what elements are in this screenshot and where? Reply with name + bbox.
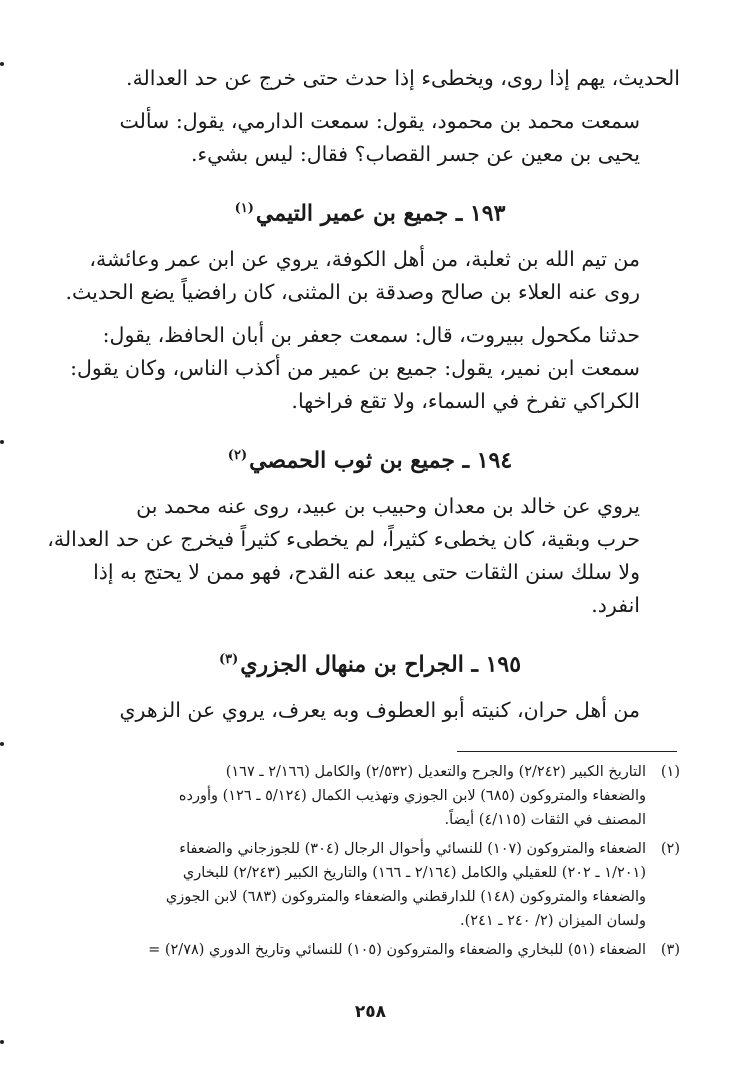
text-line: يحيى بن معين عن جسر القصاب؟ فقال: ليس بشيء.	[191, 142, 640, 166]
text-line: انفرد.	[591, 593, 640, 617]
page-number: ٢٥٨	[354, 1002, 387, 1022]
text-line: الحديث، يهم إذا روى، ويخطىء إذا حدث حتى خرج عن حد العدالة.	[126, 66, 680, 90]
margin-mark-4	[0, 1040, 4, 1044]
margin-mark-3	[0, 742, 4, 746]
footnote-line: الضعفاء والمتروكون (١٠٧) للنسائي وأحوال الرجال (٣٠٤) للجوزجاني والضعفاء	[179, 841, 646, 857]
footnote-line: ولسان الميزان (٢/ ٢٤٠ ـ ٢٤١).	[460, 913, 646, 929]
footnote-line: والضعفاء والمتروكون (٦٨٥) لابن الجوزي وتهذيب الكمال (٥/١٢٤ ـ ١٢٦) وأورده	[178, 788, 646, 804]
intro-paragraph-2	[60, 105, 680, 171]
entry-heading-195	[60, 640, 680, 680]
footnote-3	[75, 938, 680, 962]
text-line: سمعت محمد بن محمود، يقول: سمعت الدارمي، يقول: سألت	[119, 109, 640, 133]
entry-194-paragraph-1	[47, 490, 680, 622]
footnote-line: (١/٢٠١ ـ ٢٠٢) للعقيلي والكامل (٢/١٦٤ ـ ١٦٦) والتاريخ الكبير (٢/٢٤٣) للبخاري	[182, 865, 646, 881]
text-line: حدثنا مكحول ببيروت، قال: سمعت جعفر بن أبان الحافظ، يقول:	[102, 323, 640, 347]
page-body	[47, 62, 680, 727]
footnote-number: (٣)	[660, 942, 680, 958]
footnote-1	[75, 760, 680, 832]
footnote-ref: (١)	[234, 201, 254, 216]
text-line: ولا سلك سنن الثقات حتى يبعد عنه القدح، فهو ممن لا يحتج به إذا	[93, 560, 640, 584]
text-line: يروي عن خالد بن معدان وحبيب بن عبيد، روى عنه محمد بن	[136, 494, 640, 518]
margin-mark-2	[0, 440, 4, 444]
entry-heading-193	[60, 189, 680, 229]
entry-title: ١٩٥ ـ الجراح بن منهال الجزري	[240, 651, 522, 678]
entry-193-paragraph-1	[60, 243, 680, 309]
text-line: الكراكي تفرخ في السماء، ولا تقع فراخها.	[291, 389, 640, 413]
footnote-line: التاريخ الكبير (٢/٢٤٢) والجرح والتعديل (٢/٥٣٢) والكامل (٢/١٦٦ ـ ١٦٧)	[225, 764, 646, 780]
margin-mark-1	[0, 62, 4, 66]
entry-title: ١٩٣ ـ جميع بن عمير التيمي	[255, 200, 506, 227]
footnote-text	[75, 760, 646, 832]
entry-193-paragraph-2	[60, 319, 680, 418]
footnote-line: والضعفاء والمتروكون (١٤٨) للدارقطني والضعفاء والمتروكون (٦٨٣) لابن الجوزي	[165, 889, 646, 905]
footnote-2	[75, 837, 680, 933]
footnote-line: الضعفاء (٥١) للبخاري والضعفاء والمتروكون (١٠٥) للنسائي وتاريخ الدوري (٢/٧٨) =	[148, 942, 646, 958]
text-line: من تيم الله بن ثعلبة، من أهل الكوفة، يروي عن ابن عمر وعائشة،	[89, 247, 640, 271]
entry-title: ١٩٤ ـ جميع بن ثوب الحمصي	[249, 447, 513, 474]
text-line: روى عنه العلاء بن صالح وصدقة بن المثنى، كان رافضياً يضع الحديث.	[65, 280, 640, 304]
footnote-number: (٢)	[660, 841, 680, 857]
footnote-line: المصنف في الثقات (٤/١١٥) أيضاً.	[444, 812, 646, 828]
entry-195-paragraph-1	[60, 694, 680, 727]
footnote-text	[75, 938, 646, 962]
footnote-text	[75, 837, 646, 933]
footnote-ref: (٣)	[218, 652, 239, 667]
text-line: حرب وبقية، كان يخطىء كثيراً، لم يخطىء كثيراً فيخرج عن حد العدالة،	[47, 527, 640, 551]
intro-paragraph-1	[60, 62, 680, 95]
footnote-ref: (٢)	[227, 448, 248, 463]
footnotes	[75, 760, 680, 967]
footnote-separator	[457, 751, 677, 752]
footnote-number: (١)	[660, 764, 680, 780]
entry-heading-194	[60, 436, 680, 476]
text-line: من أهل حران، كنيته أبو العطوف وبه يعرف، يروي عن الزهري	[119, 698, 640, 722]
text-line: سمعت ابن نمير، يقول: جميع بن عمير من أكذب الناس، وكان يقول:	[70, 356, 640, 380]
